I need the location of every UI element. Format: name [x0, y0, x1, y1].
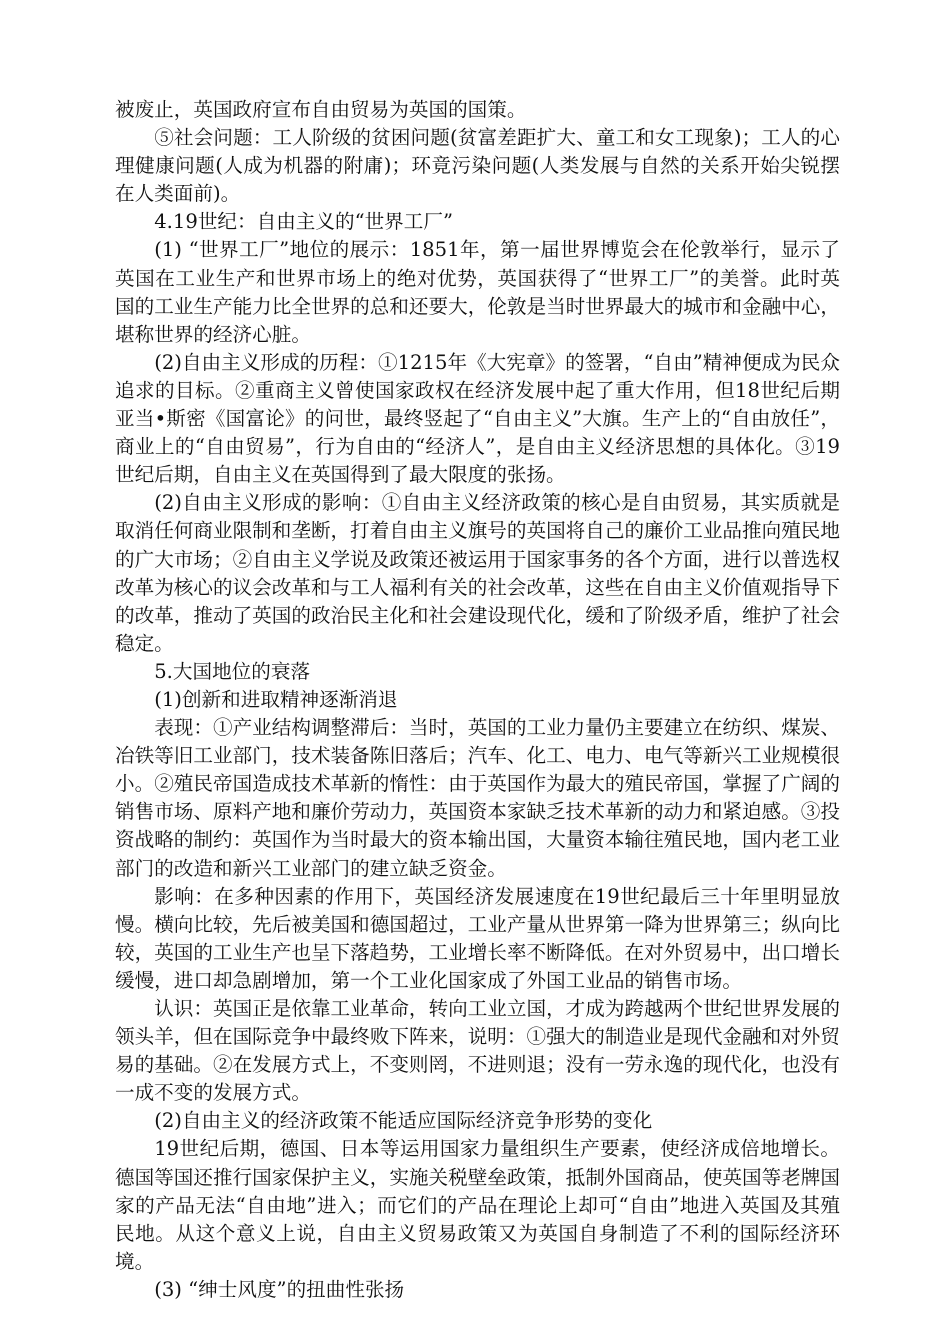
subheading-liberal-policy: (2)自由主义的经济政策不能适应国际经济竞争形势的变化 — [154, 1109, 653, 1133]
paragraph-social-problems: ⑤社会问题：工人阶级的贫困问题(贫富差距扩大、童工和女工现象)；工人的心理健康问题(人成为机器的附庸)；环竟污染问题(人类发展与自然的关系开始尖锐摆在人类面前)。 — [115, 126, 840, 206]
paragraph-influence: 影响：在多种因素的作用下，英国经济发展速度在19世纪最后三十年里明显放慢。横向比较，先后被美国和德国超过，工业产量从世界第一降为世界第三；纵向比较，英国的工业生产也呈下落趋势，工业增长率不断降低。在对外贸易中，出口增长缓慢，进口却急剧增加，第一个工业化国家成了外国工业品的销售市场。 — [115, 884, 840, 992]
heading-world-factory: 4.19世纪：自由主义的“世界工厂” — [154, 210, 453, 234]
paragraph-manifestations: 表现：①产业结构调整滞后：当时，英国的工业力量仍主要建立在纺织、煤炭、冶铁等旧工业部门，技术装备陈旧落后；汽车、化工、电力、电气等新兴工业规模很小。②殖民帝国造成技术革新的惰性：由于英国作为最大的殖民帝国，掌握了广阔的销售市场、原料产地和廉价劳动力，英国资本家缺乏技术革新的动力和紧迫感。③投资战略的制约：英国作为当时最大的资本输出国，大量资本输往殖民地，国内老工业部门的改造和新兴工业部门的建立缺乏资金。 — [115, 716, 840, 880]
paragraph-late-19th-century: 19世纪后期，德国、日本等运用国家力量组织生产要素，使经济成倍地增长。德国等国还推行国家保护主义，实施关税壁垒政策，抵制外国商品，使英国等老牌国家的产品无法“自由地”进入；而它们的产品在理论上却可“自由”地进入英国及其殖民地。从这个意义上说，自由主义贸易政策又为英国自身制造了不利的国际经济环境。 — [115, 1137, 840, 1273]
heading-decline: 5.大国地位的衰落 — [154, 659, 311, 683]
subheading-innovation-decline: (1)创新和进取精神逐渐消退 — [154, 687, 398, 711]
subheading-gentleman-demeanor: (3) “绅士风度”的扭曲性张扬 — [154, 1277, 405, 1301]
paragraph-liberalism-history: (2)自由主义形成的历程：①1215年《大宪章》的签署，“自由”精神便成为民众追求的目标。②重商主义曾使国家政权在经济发展中起了重大作用，但18世纪后期亚当•斯密《国富论》的问世，最终竖起了“自由主义”大旗。生产上的“自由放任”，商业上的“自由贸易”，行为自由的“经济人”，是自由主义经济思想的具体化。③19世纪后期，自由主义在英国得到了最大限度的张扬。 — [115, 350, 840, 487]
paragraph-liberalism-impact: (2)自由主义形成的影响：①自由主义经济政策的核心是自由贸易，其实质就是取消任何商业限制和垄断，打着自由主义旗号的英国将自己的廉价工业品推向殖民地的广大市场；②自由主义学说及政策还被运用于国家事务的各个方面，进行以普选权改革为核心的议会改革和与工人福利有关的社会改革，这些在自由主义价值观指导下的改革，推动了英国的政治民主化和社会建设现代化，缓和了阶级矛盾，维护了社会稳定。 — [115, 491, 840, 655]
paragraph-free-trade-policy: 被废止，英国政府宣布自由贸易为英国的国策。 — [115, 98, 527, 121]
paragraph-world-factory-status: (1) “世界工厂”地位的展示：1851年，第一届世界博览会在伦敦举行，显示了英国在工业生产和世界市场上的绝对优势，英国获得了“世界工厂”的美誉。此时英国的工业生产能力比全世界的总和还要大，伦敦是当时世界最大的城市和金融中心，堪称世界的经济心脏。 — [115, 238, 840, 346]
document-page — [115, 96, 840, 1304]
paragraph-understanding: 认识：英国正是依靠工业革命，转向工业立国，才成为跨越两个世纪世界发展的领头羊，但在国际竞争中最终败下阵来，说明：①强大的制造业是现代金融和对外贸易的基础。②在发展方式上，不变则罔，不进则退；没有一劳永逸的现代化，也没有一成不变的发展方式。 — [115, 997, 840, 1105]
